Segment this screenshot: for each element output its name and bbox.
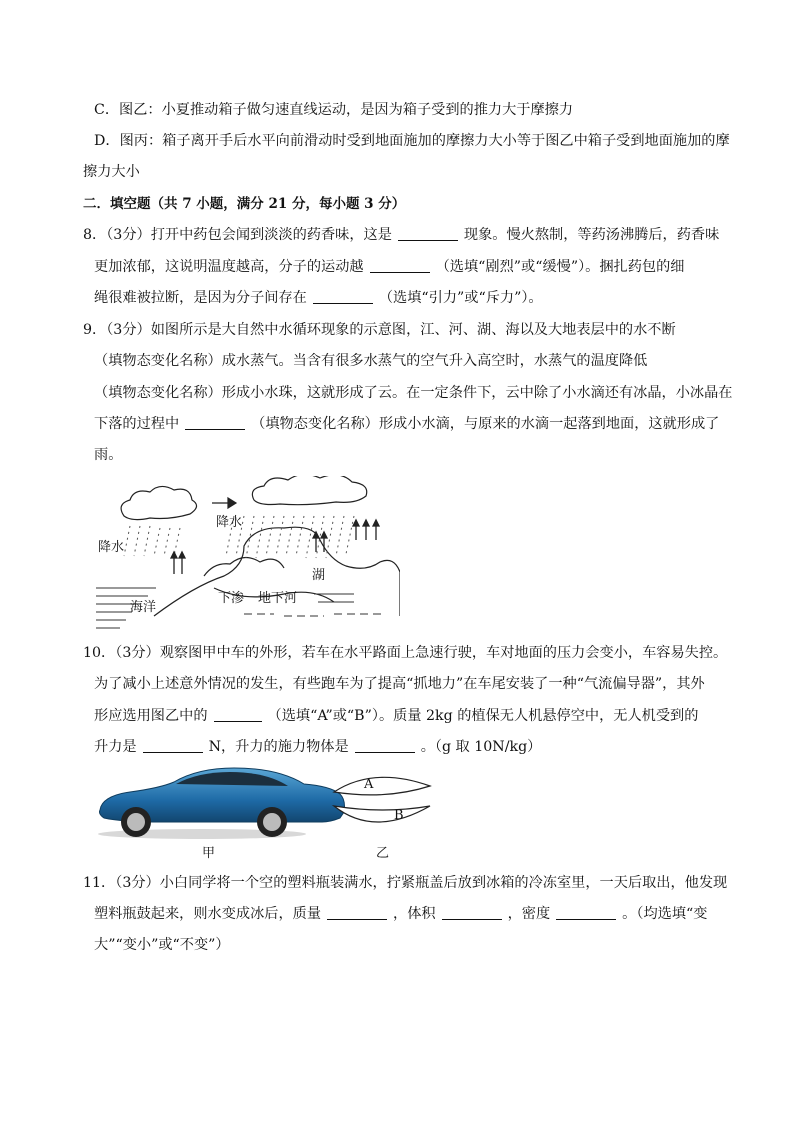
cloud-left bbox=[121, 486, 196, 519]
q9-line2: （填物态变化名称）成水蒸气。当含有很多水蒸气的空气升入高空时，水蒸气的温度降低 bbox=[94, 353, 648, 369]
q8-line2 bbox=[94, 257, 685, 277]
answer-blank[interactable] bbox=[327, 905, 387, 920]
answer-blank[interactable] bbox=[143, 738, 203, 753]
q8-line3 bbox=[94, 288, 543, 308]
q10-text: （选填“A”或“B”）。质量 2kg 的植保无人机悬停空中，无人机受到的 bbox=[267, 708, 699, 724]
q11-line1: 11．（3分）小白同学将一个空的塑料瓶装满水，拧紧瓶盖后放到冰箱的冷冻室里，一天后取出，他发现 bbox=[83, 875, 728, 891]
q11-text: 塑料瓶鼓起来，则水变成冰后，质量 bbox=[94, 906, 322, 922]
q8-text: 更加浓郁，这说明温度越高，分子的运动越 bbox=[94, 259, 364, 275]
q11-line2 bbox=[94, 904, 707, 924]
figure-label-yi: 乙 bbox=[376, 846, 390, 861]
q8-line1 bbox=[83, 225, 719, 245]
q8-text: （选填“引力”或“斥力”）。 bbox=[378, 290, 543, 306]
water-cycle-figure bbox=[94, 476, 400, 636]
q10-line4 bbox=[94, 737, 541, 757]
q10-line3 bbox=[94, 706, 698, 726]
q11-text: 。（均选填“变 bbox=[622, 906, 708, 922]
q9-text: （填物态变化名称）形成小水滴，与原来的水滴一起落到地面，这就形成了 bbox=[251, 416, 720, 432]
option-c: C．图乙：小夏推动箱子做匀速直线运动，是因为箱子受到的推力大于摩擦力 bbox=[94, 102, 574, 118]
answer-blank[interactable] bbox=[398, 226, 458, 241]
q10-text: 。（g 取 10N/kg） bbox=[420, 739, 542, 755]
figure-label-jia: 甲 bbox=[202, 846, 216, 861]
q9-line3: （填物态变化名称）形成小水珠，这就形成了云。在一定条件下，云中除了小水滴还有冰晶，小冰晶在 bbox=[94, 385, 733, 401]
q10-line1: 10．（3分）观察图甲中车的外形，若车在水平路面上急速行驶，车对地面的压力会变小，车容易失控。 bbox=[83, 645, 728, 661]
q8-text: 8．（3分）打开中药包会闻到淡淡的药香味，这是 bbox=[83, 227, 392, 243]
label-ocean: 海洋 bbox=[130, 600, 157, 615]
label-rain-top: 降水 bbox=[216, 515, 243, 530]
airfoil-a bbox=[334, 777, 430, 795]
label-river: 地下河 bbox=[258, 591, 298, 606]
q10-line2: 为了减小上述意外情况的发生，有些跑车为了提高“抓地力”在车尾安装了一种“气流偏导器”，其外 bbox=[94, 676, 705, 692]
answer-blank[interactable] bbox=[313, 289, 373, 304]
q10-text: 形应选用图乙中的 bbox=[94, 708, 208, 724]
q9-line5: 雨。 bbox=[94, 447, 123, 463]
q10-text: N，升力的施力物体是 bbox=[208, 739, 349, 755]
label-lake: 湖 bbox=[312, 568, 326, 583]
label-seep: 下渗 bbox=[218, 591, 245, 606]
q9-line4 bbox=[94, 414, 719, 434]
answer-blank[interactable] bbox=[442, 905, 502, 920]
section-title: 二．填空题（共 7 小题，满分 21 分，每小题 3 分） bbox=[83, 196, 406, 212]
answer-blank[interactable] bbox=[370, 258, 430, 273]
q9-text: 下落的过程中 bbox=[94, 416, 180, 432]
airfoil-b-label: B bbox=[394, 808, 404, 823]
answer-blank[interactable] bbox=[185, 415, 245, 430]
airfoil-a-label: A bbox=[364, 777, 374, 792]
answer-blank[interactable] bbox=[214, 707, 262, 722]
answer-blank[interactable] bbox=[355, 738, 415, 753]
label-rain-left: 降水 bbox=[98, 540, 125, 555]
option-d: D．图丙：箱子离开手后水平向前滑动时受到地面施加的摩擦力大小等于图乙中箱子受到地面施加的摩 bbox=[94, 133, 730, 149]
q8-text: 绳很难被拉断，是因为分子间存在 bbox=[94, 290, 307, 306]
answer-blank[interactable] bbox=[556, 905, 616, 920]
q11-line3: 大”“变小”或“不变”） bbox=[94, 937, 230, 953]
option-d-cont: 擦力大小 bbox=[83, 164, 140, 180]
car-figure bbox=[94, 762, 439, 862]
airfoil-b bbox=[334, 806, 430, 822]
q11-text: ，体积 bbox=[393, 906, 436, 922]
q11-text: ，密度 bbox=[507, 906, 551, 922]
q9-line1: 9．（3分）如图所示是大自然中水循环现象的示意图，江、河、湖、海以及大地表层中的水不断 bbox=[83, 322, 676, 338]
q8-text: 现象。慢火熬制，等药汤沸腾后，药香味 bbox=[463, 227, 720, 243]
hill bbox=[204, 557, 284, 576]
q10-text: 升力是 bbox=[94, 739, 137, 755]
q8-text: （选填“剧烈”或“缓慢”）。捆扎药包的细 bbox=[435, 259, 685, 275]
cloud-right bbox=[252, 476, 366, 505]
